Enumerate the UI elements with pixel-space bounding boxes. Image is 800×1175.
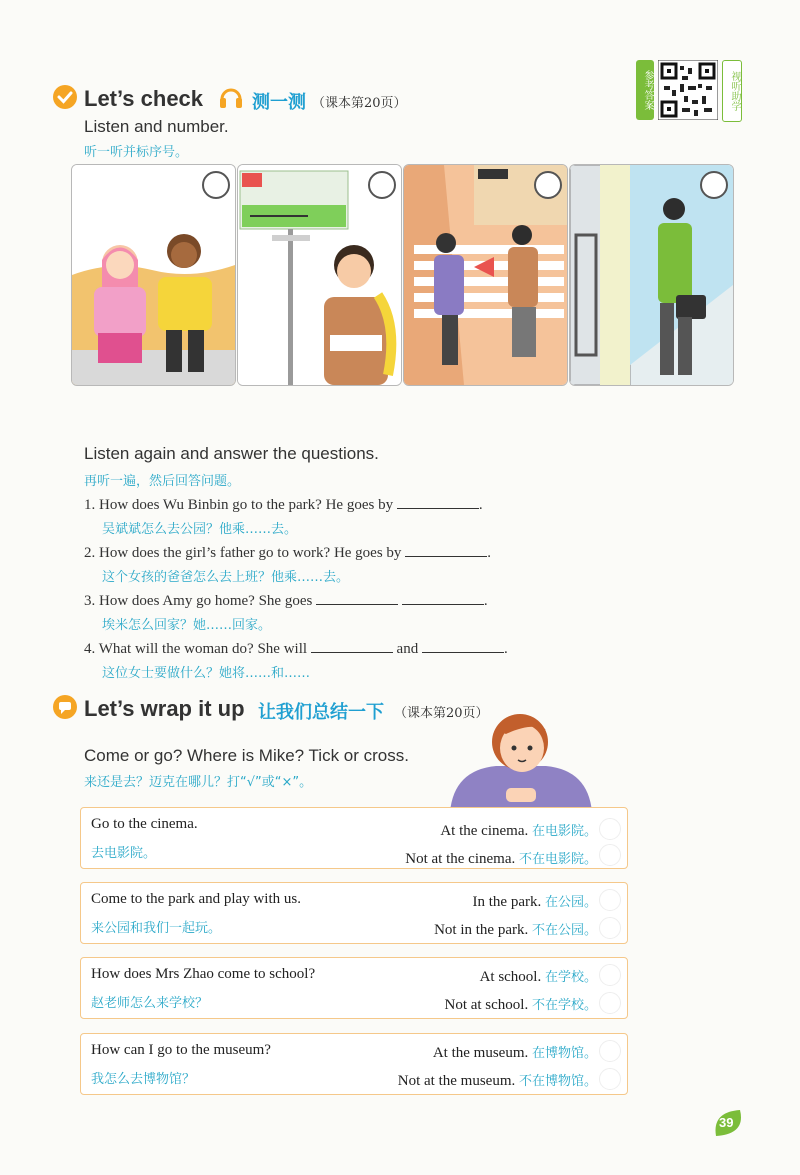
number-circle-3[interactable] [534, 171, 562, 199]
item-1-option-1: At the cinema. 在电影院。 [440, 823, 597, 839]
headphones-icon[interactable] [219, 84, 243, 110]
question-2 [84, 542, 491, 562]
number-circle-2[interactable] [368, 171, 396, 199]
question-2-end: . [487, 545, 491, 561]
item-3-cn: 赵老师怎么来学校？ [91, 996, 209, 1011]
tick-box-4 [80, 1033, 628, 1095]
question-4 [84, 638, 508, 658]
item-3-option-2: Not at school. 不在学校。 [444, 997, 597, 1013]
item-1-option-2: Not at the cinema. 不在电影院。 [405, 851, 597, 867]
section-title-wrap-up: Let’s wrap it up [84, 696, 245, 721]
picture-panel-2 [237, 164, 402, 386]
question-3-cn: 埃米怎么回家？她……回家。 [102, 618, 272, 633]
qr-code [658, 60, 718, 120]
qr-label-left: 参考答案 [636, 60, 654, 120]
question-1-end: . [478, 497, 483, 513]
number-circle-4[interactable] [700, 171, 728, 199]
textbook-reference: （课本第20页） [312, 96, 407, 111]
question-1-text: 1. How does Wu Binbin go to the park? He goes by [84, 497, 394, 513]
item-2-cn: 来公园和我们一起玩。 [91, 921, 222, 936]
instruction-listen-again-cn: 再听一遍，然后回答问题。 [84, 474, 241, 489]
item-1-option-2-answer-circle[interactable] [599, 844, 621, 866]
page-number-badge [712, 1108, 744, 1138]
question-4-end: . [503, 641, 508, 657]
speech-bubble-icon [52, 694, 78, 720]
mike-illustration [446, 700, 596, 812]
item-2-option-2-answer-circle[interactable] [599, 917, 621, 939]
check-icon [52, 84, 78, 110]
tick-box-2 [80, 882, 628, 944]
qr-label-right: 视听助学 [722, 60, 742, 122]
instruction-listen-number-cn: 听一听并标序号。 [84, 145, 189, 160]
item-3-option-1-answer-circle[interactable] [599, 964, 621, 986]
tick-box-1 [80, 807, 628, 869]
item-3-option-1: At school. 在学校。 [479, 969, 597, 985]
page-number: 39 [719, 1115, 734, 1130]
item-3-text: How does Mrs Zhao come to school? [91, 966, 316, 982]
picture-panel-1 [71, 164, 236, 386]
tick-box-3 [80, 957, 628, 1019]
item-2-option-1: In the park. 在公园。 [472, 894, 597, 910]
item-4-option-1: At the museum. 在博物馆。 [432, 1045, 597, 1061]
instruction-come-or-go-cn: 来还是去？迈克在哪儿？打“√”或“×”。 [84, 775, 313, 790]
item-2-text: Come to the park and play with us. [91, 891, 301, 907]
section-title-cn: 测一测 [252, 92, 306, 112]
answer-blank-3b[interactable] [402, 590, 484, 605]
item-4-cn: 我怎么去博物馆？ [91, 1072, 196, 1087]
item-4-option-1-answer-circle[interactable] [599, 1040, 621, 1062]
question-3-text: 3. How does Amy go home? She goes [84, 593, 313, 609]
instruction-listen-number: Listen and number. [84, 117, 229, 136]
question-3-end: . [483, 593, 488, 609]
question-2-text: 2. How does the girl’s father go to work? He goes by [84, 545, 402, 561]
answer-blank-4b[interactable] [422, 638, 504, 653]
instruction-come-or-go: Come or go? Where is Mike? Tick or cross. [84, 746, 409, 765]
question-1 [84, 494, 483, 514]
instruction-listen-again: Listen again and answer the questions. [84, 444, 379, 463]
qr-badge[interactable] [636, 60, 742, 120]
question-4-cn: 这位女士要做什么？她将……和…… [102, 666, 311, 681]
item-2-option-1-answer-circle[interactable] [599, 889, 621, 911]
question-1-cn: 吴斌斌怎么去公园？他乘……去。 [102, 522, 298, 537]
question-2-cn: 这个女孩的爸爸怎么去上班？他乘……去。 [102, 570, 350, 585]
answer-blank-4a[interactable] [311, 638, 393, 653]
textbook-reference-2: （课本第20页） [394, 706, 489, 721]
answer-blank-2[interactable] [405, 542, 487, 557]
section-title-lets-check: Let’s check [84, 86, 204, 111]
item-3-option-2-answer-circle[interactable] [599, 992, 621, 1014]
answer-blank-1[interactable] [397, 494, 479, 509]
item-1-option-1-answer-circle[interactable] [599, 818, 621, 840]
picture-panel-3 [403, 164, 568, 386]
picture-panel-4 [569, 164, 734, 386]
answer-blank-3a[interactable] [316, 590, 398, 605]
question-3 [84, 590, 488, 610]
item-2-option-2: Not in the park. 不在公园。 [434, 922, 597, 938]
item-1-cn: 去电影院。 [91, 846, 157, 861]
number-circle-1[interactable] [202, 171, 230, 199]
item-4-text: How can I go to the museum? [91, 1042, 271, 1058]
section-title-wrap-up-cn: 让我们总结一下 [258, 702, 384, 722]
question-4-text: 4. What will the woman do? She will [84, 641, 308, 657]
question-4-mid: and [396, 641, 419, 657]
item-4-option-2-answer-circle[interactable] [599, 1068, 621, 1090]
item-1-text: Go to the cinema. [91, 816, 198, 832]
item-4-option-2: Not at the museum. 不在博物馆。 [397, 1073, 597, 1089]
